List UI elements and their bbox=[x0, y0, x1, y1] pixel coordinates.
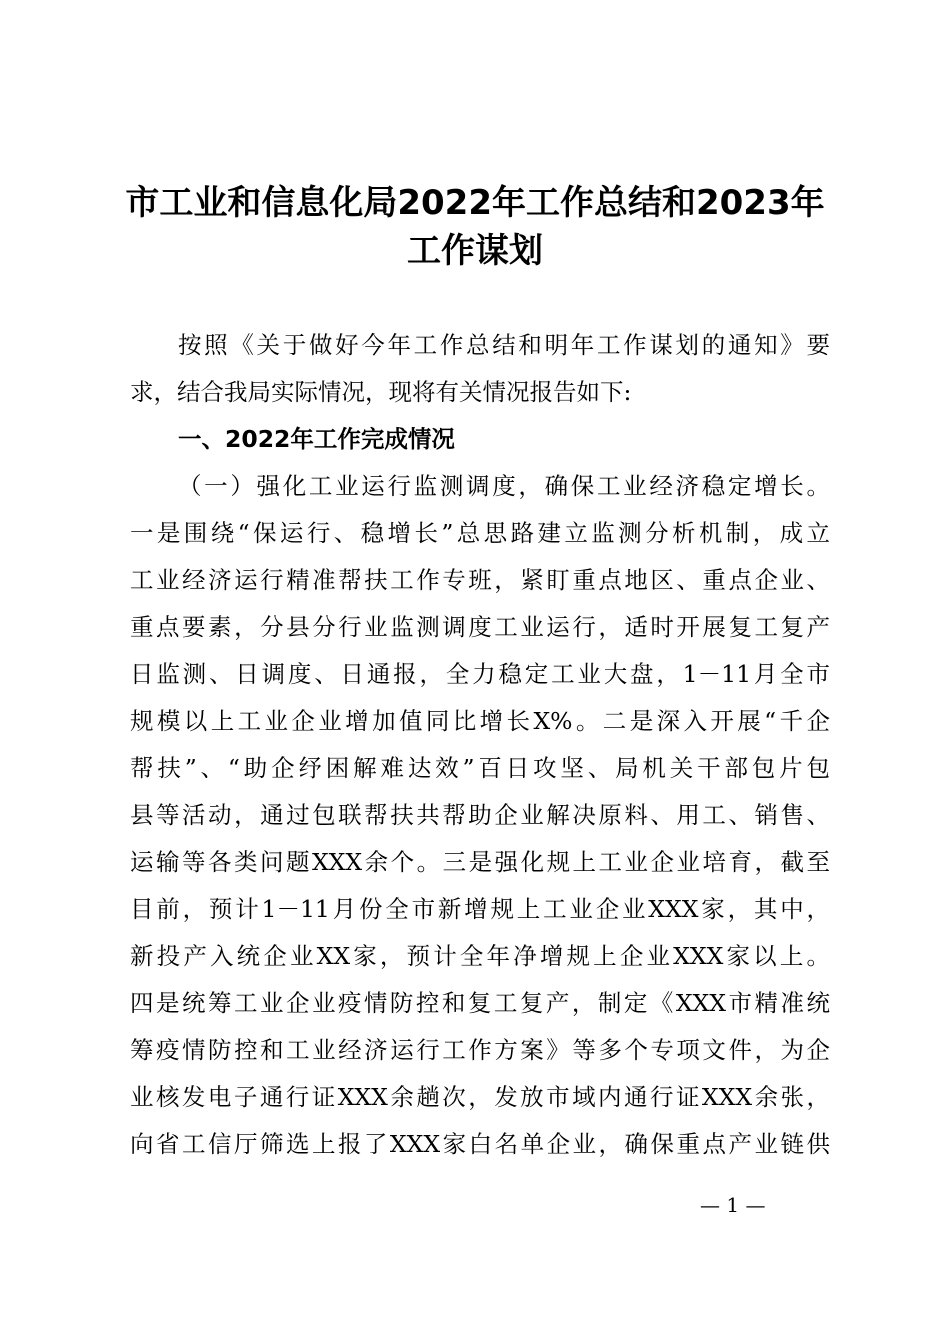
paragraph-line: 目前，预计1－11月份全市新增规上工业企业XXX家，其中， bbox=[130, 895, 830, 923]
paragraph-line: 一是围绕“保运行、稳增长”总思路建立监测分析机制，成立 bbox=[130, 519, 830, 547]
paragraph-line: 四是统筹工业企业疫情防控和复工复产，制定《XXX市精准统 bbox=[130, 989, 830, 1017]
paragraph-line: 帮扶”、“助企纾困解难达效”百日攻坚、局机关干部包片包 bbox=[130, 754, 830, 782]
paragraph-line: 新投产入统企业XX家，预计全年净增规上企业XXX家以上。 bbox=[130, 942, 830, 970]
page-number: — 1 — bbox=[700, 1193, 766, 1217]
paragraph-line: 向省工信厅筛选上报了XXX家白名单企业，确保重点产业链供 bbox=[130, 1130, 830, 1158]
paragraph-line: 筹疫情防控和工业经济运行工作方案》等多个专项文件，为企 bbox=[130, 1036, 830, 1064]
document-title-line-2: 工作谋划 bbox=[407, 231, 543, 271]
paragraph-line: 规模以上工业企业增加值同比增长X%。二是深入开展“千企 bbox=[130, 707, 830, 735]
section-heading: 一、2022年工作完成情况 bbox=[178, 425, 455, 453]
paragraph-line: 运输等各类问题XXX余个。三是强化规上工业企业培育，截至 bbox=[130, 848, 830, 876]
paragraph-line: 重点要素，分县分行业监测调度工业运行，适时开展复工复产 bbox=[130, 613, 830, 641]
subsection-heading: （一）强化工业运行监测调度，确保工业经济稳定增长。 bbox=[178, 472, 830, 500]
paragraph-line: 县等活动，通过包联帮扶共帮助企业解决原料、用工、销售、 bbox=[130, 801, 830, 829]
paragraph-line: 日监测、日调度、日通报，全力稳定工业大盘，1－11月全市 bbox=[130, 660, 830, 688]
paragraph-line: 工业经济运行精准帮扶工作专班，紧盯重点地区、重点企业、 bbox=[130, 566, 830, 594]
paragraph-line: 按照《关于做好今年工作总结和明年工作谋划的通知》要 bbox=[178, 331, 830, 359]
paragraph-line: 业核发电子通行证XXX余趟次，发放市域内通行证XXX余张， bbox=[130, 1083, 830, 1111]
document-title-line-1: 市工业和信息化局2022年工作总结和2023年 bbox=[125, 183, 825, 223]
paragraph-line: 求，结合我局实际情况，现将有关情况报告如下: bbox=[130, 378, 632, 406]
